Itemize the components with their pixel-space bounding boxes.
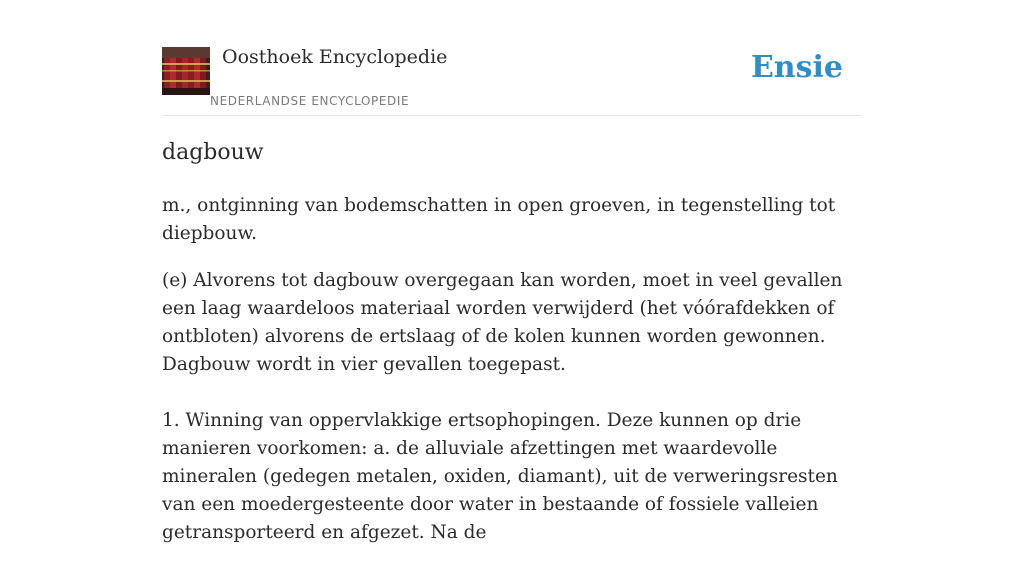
- article-body: [162, 192, 864, 566]
- source-name-link[interactable]: Oosthoek Encyclopedie: [222, 46, 448, 68]
- source-subtitle: NEDERLANDSE ENCYCLOPEDIE: [210, 94, 410, 108]
- definition-text: m., ontginning van bodemschatten in open groeven, in tegenstelling tot diepbouw.: [162, 195, 836, 244]
- page-title: dagbouw: [162, 140, 264, 165]
- article-paragraph: 1. Winning van oppervlakkige ertsophopingen. Deze kunnen op drie manieren voorkomen: a. de alluviale afzettingen met waardevolle mineralen (gedegen metalen, oxiden, diamant), uit de verweringsresten van een moedergesteente door water in bestaande of fossiele valleien getransporteerd en afgezet. Na de: [162, 410, 838, 543]
- article-paragraph: (e) Alvorens tot dagbouw overgegaan kan worden, moet in veel gevallen een laag waardeloos materiaal worden verwijderd (het vóórafdekken of ontbloten) alvorens de ertslaag of de kolen kunnen worden gewonnen. Dagbouw wordt in vier gevallen toegepast.: [162, 270, 843, 375]
- header: [162, 40, 862, 116]
- brand-logo[interactable]: Ensie: [750, 50, 843, 85]
- bookshelf-avatar-icon[interactable]: [162, 47, 210, 95]
